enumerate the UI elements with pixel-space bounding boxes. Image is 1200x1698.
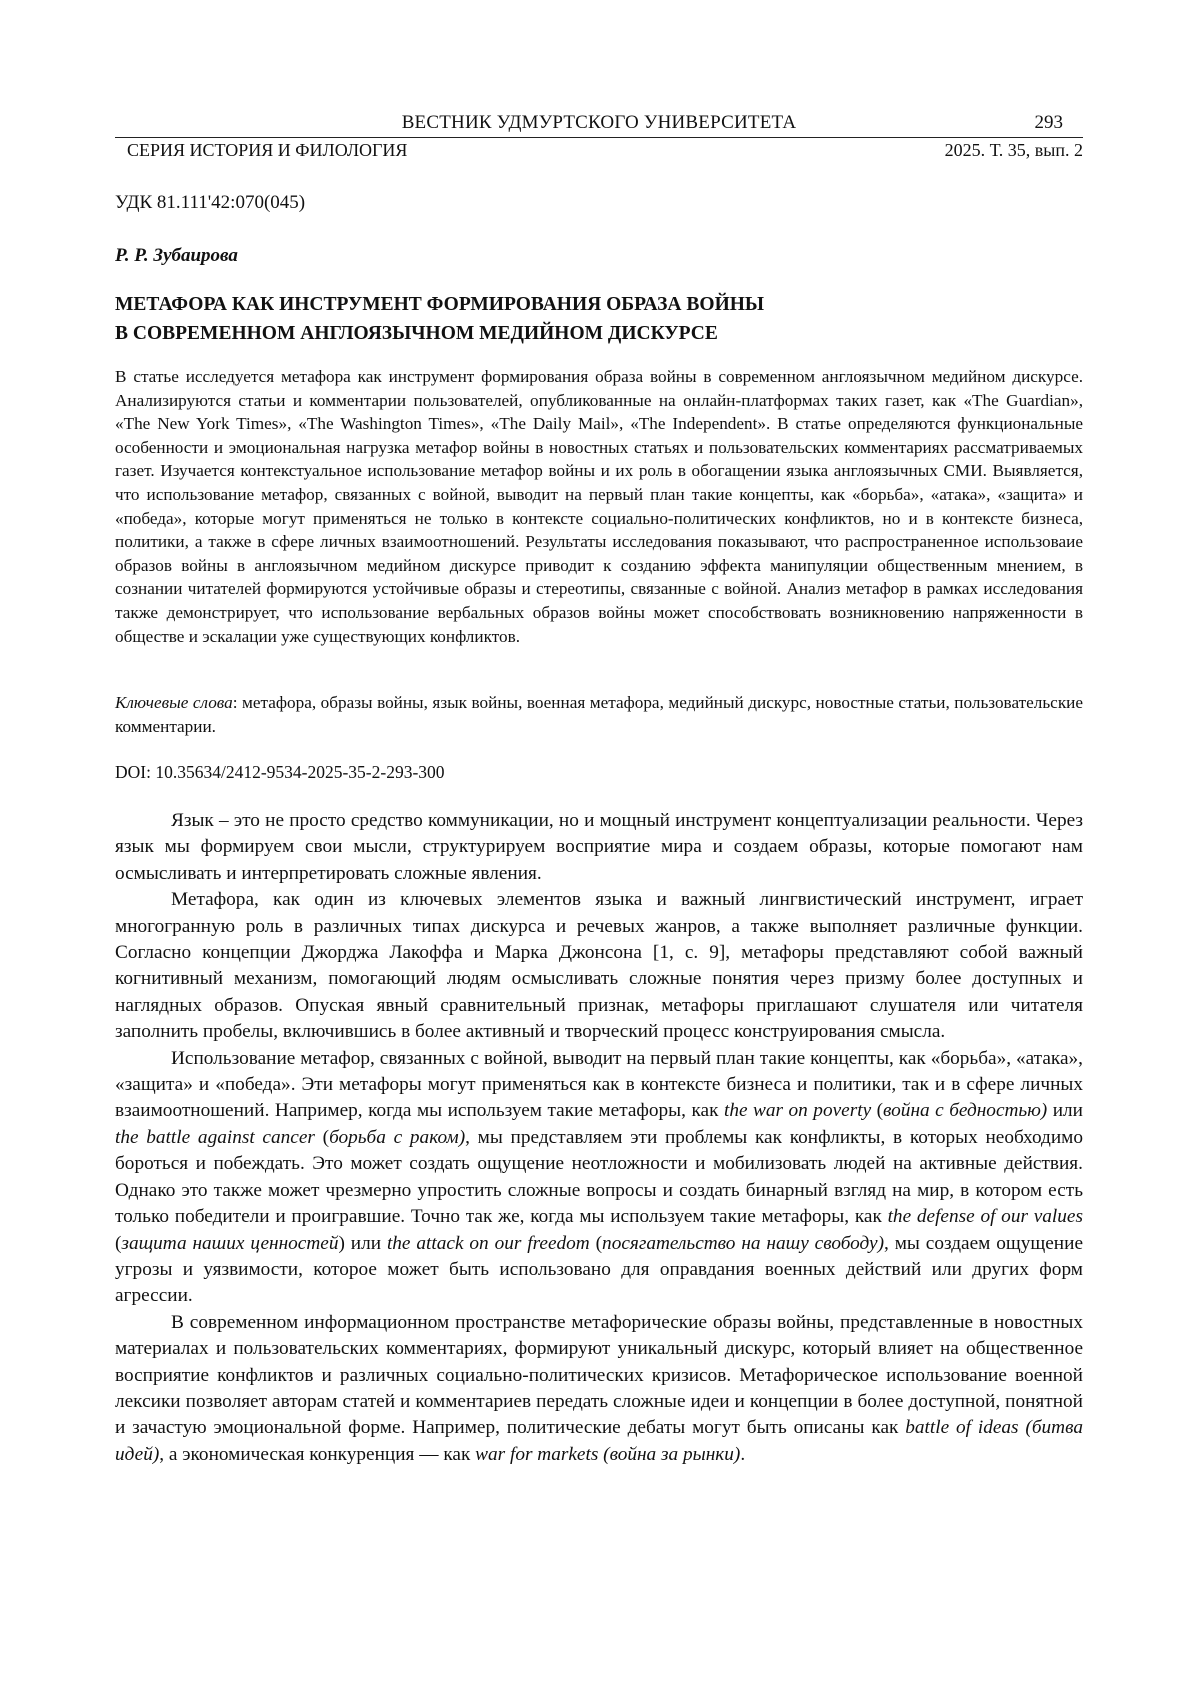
author-name: Р. Р. Зубаирова	[115, 245, 238, 267]
body-paragraph-4	[115, 1310, 1083, 1468]
italic-translation: посягательство на нашу свободу)	[602, 1233, 884, 1254]
title-line-1: МЕТАФОРА КАК ИНСТРУМЕНТ ФОРМИРОВАНИЯ ОБРАЗА ВОЙНЫ	[115, 290, 1015, 319]
text-span: (	[115, 1233, 121, 1254]
article-page	[0, 0, 1200, 1698]
running-header	[115, 112, 1083, 162]
title-line-2: В СОВРЕМЕННОМ АНГЛОЯЗЫЧНОМ МЕДИЙНОМ ДИСКУРСЕ	[115, 319, 1015, 348]
header-top-row	[115, 112, 1083, 138]
journal-volume: 2025. Т. 35, вып. 2	[945, 140, 1083, 161]
text-span: , а экономическая конкуренция — как	[159, 1444, 475, 1465]
body-paragraph-2: Метафора, как один из ключевых элементов языка и важный лингвистический инструмент, играет многогранную роль в различных типах дискурса и речевых жанров, а также выполняет различные функции. Согласно концепции Джорджа Лакоффа и Марка Джонсона [1, с. 9], метафоры представляют собой важный когнитивный механизм, помогающий людям осмысливать сложные понятия через призму более доступных и наглядных образов. Опуская явный сравнительный признак, метафоры приглашают слушателя или читателя заполнить пробелы, включившись в более активный и творческий процесс конструирования смысла.	[115, 887, 1083, 1045]
page-number: 293	[1035, 112, 1064, 134]
article-body	[115, 808, 1083, 1468]
italic-example: battle of ideas (битва идей)	[115, 1417, 1083, 1464]
keywords-label: Ключевые слова	[115, 693, 233, 712]
article-title	[115, 290, 1015, 348]
text-span: , мы представляем эти проблемы как конфликты, в которых необходимо бороться и побеждать. Это может создать ощущение неотложности и мобилизовать людей на активные действия. Однако это также может чрезмерно упростить сложные вопросы и создать бинарный взгляд на мир, в котором есть только победители и проигравшие. Точно так же, когда мы используем такие метафоры, как	[115, 1127, 1083, 1227]
doi: DOI: 10.35634/2412-9534-2025-35-2-293-300	[115, 762, 445, 783]
text-span: (	[590, 1233, 602, 1254]
italic-example: the attack on our freedom	[387, 1233, 590, 1254]
journal-series: СЕРИЯ ИСТОРИЯ И ФИЛОЛОГИЯ	[127, 140, 407, 161]
text-span: , мы создаем ощущение угрозы и уязвимости, которое может быть использовано для оправдания военных действий или других форм агрессии.	[115, 1233, 1083, 1307]
italic-example: the war on poverty	[724, 1100, 871, 1121]
body-paragraph-1: Язык – это не просто средство коммуникации, но и мощный инструмент концептуализации реальности. Через язык мы формируем свои мысли, структурируем восприятие мира и создаем образы, которые помогают нам осмысливать и интерпретировать сложные явления.	[115, 808, 1083, 887]
keywords-text: : метафора, образы войны, язык войны, военная метафора, медийный дискурс, новостные статьи, пользовательские комментарии.	[115, 693, 1083, 736]
text-span: Использование метафор, связанных с войной, выводит на первый план такие концепты, как «борьба», «атака», «защита» и «победа». Эти метафоры могут применяться как в контексте бизнеса и политики, так и в сфере личных взаимоотношений. Например, когда мы используем такие метафоры, как	[115, 1048, 1083, 1122]
body-paragraph-3	[115, 1046, 1083, 1310]
udk-code: УДК 81.111'42:070(045)	[115, 192, 305, 214]
abstract: В статье исследуется метафора как инструмент формирования образа войны в современном англоязычном медийном дискурсе. Анализируются статьи и комментарии пользователей, опубликованные на онлайн-платформах таких газет, как «The Guardian», «The New York Times», «The Washington Times», «The Daily Mail», «The Independent». В статье определяются функциональные особенности и эмоциональная нагрузка метафор войны в новостных статьях и пользовательских комментариях рассматриваемых газет. Изучается контекстуальное использование метафор войны и их роль в обогащении языка англоязычных СМИ. Выявляется, что использование метафор, связанных с войной, выводит на первый план такие концепты, как «борьба», «атака», «защита» и «победа», которые могут применяться не только в контексте социально-политических конфликтов, но и в контексте бизнеса, политики, а также в сфере личных взаимоотношений. Результаты исследования показывают, что распространенное использоваие образов войны в англоязычном медийном дискурсе приводит к созданию эффекта манипуляции общественным мнением, в сознании читателей формируются устойчивые образы и стереотипы, связанные с войной. Анализ метафор в рамках исследования также демонстрирует, что использование вербальных образов войны может способствовать возникновению напряженности в обществе и эскалации уже существующих конфликтов.	[115, 365, 1083, 648]
italic-translation: борьба с раком)	[329, 1127, 465, 1148]
italic-example: war for markets (война за рынки)	[475, 1444, 740, 1465]
text-span: ) или	[338, 1233, 386, 1254]
text-span: В современном информационном пространстве метафорические образы войны, представленные в новостных материалах и пользовательских комментариях, формируют уникальный дискурс, который влияет на общественное восприятие конфликтов и различных социально-политических кризисов. Метафорическое использование военной лексики позволяет авторам статей и комментариев передать сложные идеи и концепции в более доступной, понятной и зачастую эмоциональной форме. Например, политические дебаты могут быть описаны как	[115, 1312, 1083, 1439]
text-span: (	[871, 1100, 883, 1121]
text-span: .	[740, 1444, 745, 1465]
text-span: (	[315, 1127, 329, 1148]
italic-example: the defense of our values	[888, 1206, 1083, 1227]
text-span: или	[1047, 1100, 1083, 1121]
keywords	[115, 691, 1083, 738]
journal-title: ВЕСТНИК УДМУРТСКОГО УНИВЕРСИТЕТА	[115, 112, 1083, 134]
italic-example: the battle against cancer	[115, 1127, 315, 1148]
italic-translation: защита наших ценностей	[121, 1233, 338, 1254]
header-bottom-row	[115, 138, 1083, 162]
italic-translation: война с бедностью)	[883, 1100, 1047, 1121]
